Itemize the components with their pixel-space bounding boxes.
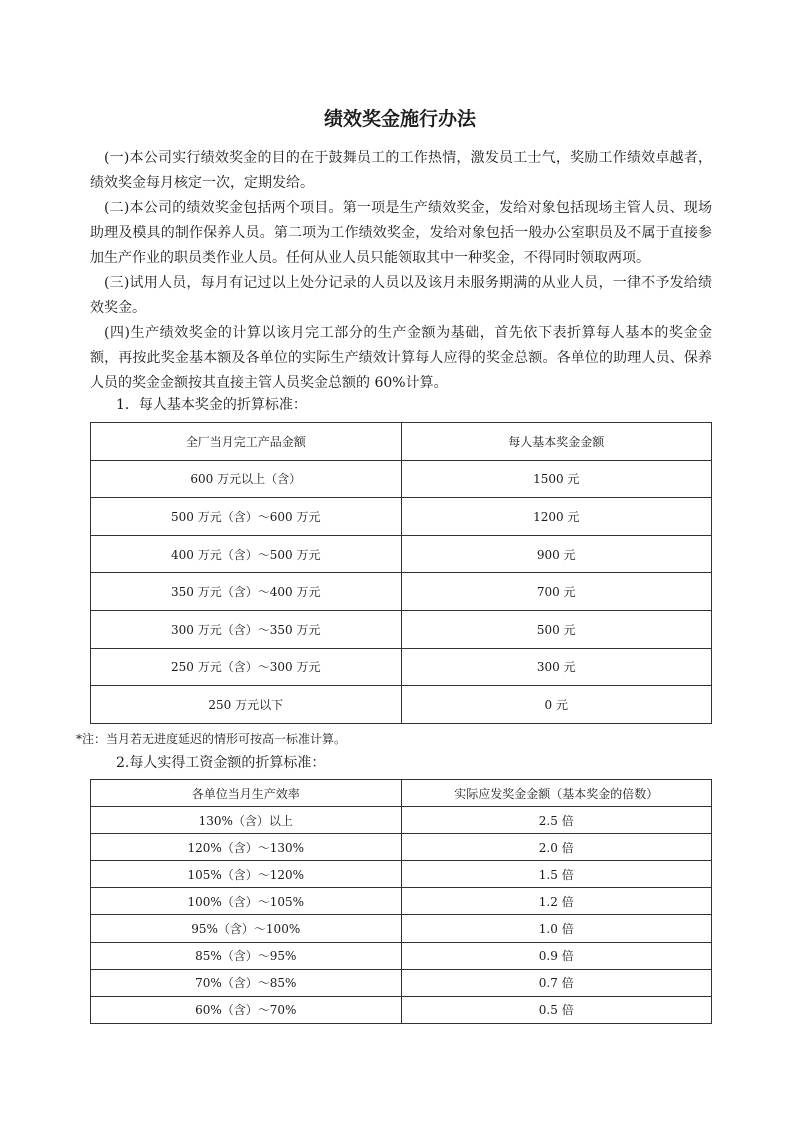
paragraph-2: (二)本公司的绩效奖金包括两个项目。第一项是生产绩效奖金，发给对象包括现场主管人员、现场助理及模具的制作保养人员。第二项为工作绩效奖金，发给对象包括一般办公室职员及不属于直接参加生产作业的职员类作业人员。任何从业人员只能领取其中一种奖金，不得同时领取两项。 [90, 200, 712, 266]
efficiency-multiplier-table [90, 779, 712, 1024]
table-cell: 85%（含）～95% [91, 942, 402, 969]
table-header-row [91, 423, 712, 461]
table-row [91, 807, 712, 834]
table-header-cell: 各单位当月生产效率 [91, 780, 402, 807]
table-row [91, 573, 712, 611]
table-row [91, 969, 712, 996]
table-row [91, 686, 712, 724]
table-header-cell: 实际应发奖金金额（基本奖金的倍数） [401, 780, 712, 807]
table-cell: 250 万元（含）～300 万元 [91, 648, 402, 686]
table-row [91, 460, 712, 498]
table-note: *注：当月若无进度延迟的情形可按高一标准计算。 [76, 732, 347, 746]
basic-bonus-table [90, 422, 712, 724]
table-cell: 130%（含）以上 [91, 807, 402, 834]
table-cell: 250 万元以下 [91, 686, 402, 724]
paragraph-1: (一)本公司实行绩效奖金的目的在于鼓舞员工的工作热情，激发员工士气，奖励工作绩效卓越者，绩效奖金每月核定一次，定期发给。 [90, 150, 712, 191]
document-title: 绩效奖金施行办法 [323, 108, 476, 130]
section-2-heading: 2.每人实得工资金额的折算标准： [116, 755, 326, 771]
table-cell: 900 元 [401, 535, 712, 573]
table-cell: 105%（含）～120% [91, 861, 402, 888]
table-row [91, 535, 712, 573]
table-cell: 120%（含）～130% [91, 834, 402, 861]
table-cell: 500 元 [401, 610, 712, 648]
table-row [91, 610, 712, 648]
table-row [91, 861, 712, 888]
table-row [91, 915, 712, 942]
table-row [91, 888, 712, 915]
table-header-row [91, 780, 712, 807]
table-cell: 500 万元（含）～600 万元 [91, 498, 402, 536]
paragraph-4: (四)生产绩效奖金的计算以该月完工部分的生产金额为基础，首先依下表折算每人基本的奖金金额，再按此奖金基本额及各单位的实际生产绩效计算每人应得的奖金总额。各单位的助理人员、保养人员的奖金金额按其直接主管人员奖金总额的 60%计算。 [90, 325, 712, 391]
table-cell: 60%（含）～70% [91, 996, 402, 1023]
table-row [91, 942, 712, 969]
table-row [91, 996, 712, 1023]
table-cell: 1.5 倍 [401, 861, 712, 888]
table-cell: 0 元 [401, 686, 712, 724]
table-row [91, 834, 712, 861]
table-row [91, 648, 712, 686]
paragraph-3: (三)试用人员，每月有记过以上处分记录的人员以及该月未服务期满的从业人员，一律不予发给绩效奖金。 [90, 275, 712, 316]
table-cell: 0.9 倍 [401, 942, 712, 969]
table-cell: 600 万元以上（含） [91, 460, 402, 498]
table-row [91, 498, 712, 536]
table-cell: 1500 元 [401, 460, 712, 498]
table-cell: 400 万元（含）～500 万元 [91, 535, 402, 573]
table-header-cell: 每人基本奖金金额 [401, 423, 712, 461]
table-cell: 1.0 倍 [401, 915, 712, 942]
table-cell: 2.5 倍 [401, 807, 712, 834]
table-cell: 300 元 [401, 648, 712, 686]
table-cell: 100%（含）～105% [91, 888, 402, 915]
table-cell: 350 万元（含）～400 万元 [91, 573, 402, 611]
table-cell: 700 元 [401, 573, 712, 611]
table-cell: 300 万元（含）～350 万元 [91, 610, 402, 648]
table-cell: 0.5 倍 [401, 996, 712, 1023]
table-cell: 0.7 倍 [401, 969, 712, 996]
table-cell: 1200 元 [401, 498, 712, 536]
table-cell: 70%（含）～85% [91, 969, 402, 996]
table-cell: 1.2 倍 [401, 888, 712, 915]
table-header-cell: 全厂当月完工产品金额 [91, 423, 402, 461]
table-cell: 95%（含）～100% [91, 915, 402, 942]
section-1-heading: 1．每人基本奖金的折算标准： [116, 397, 307, 413]
table-cell: 2.0 倍 [401, 834, 712, 861]
